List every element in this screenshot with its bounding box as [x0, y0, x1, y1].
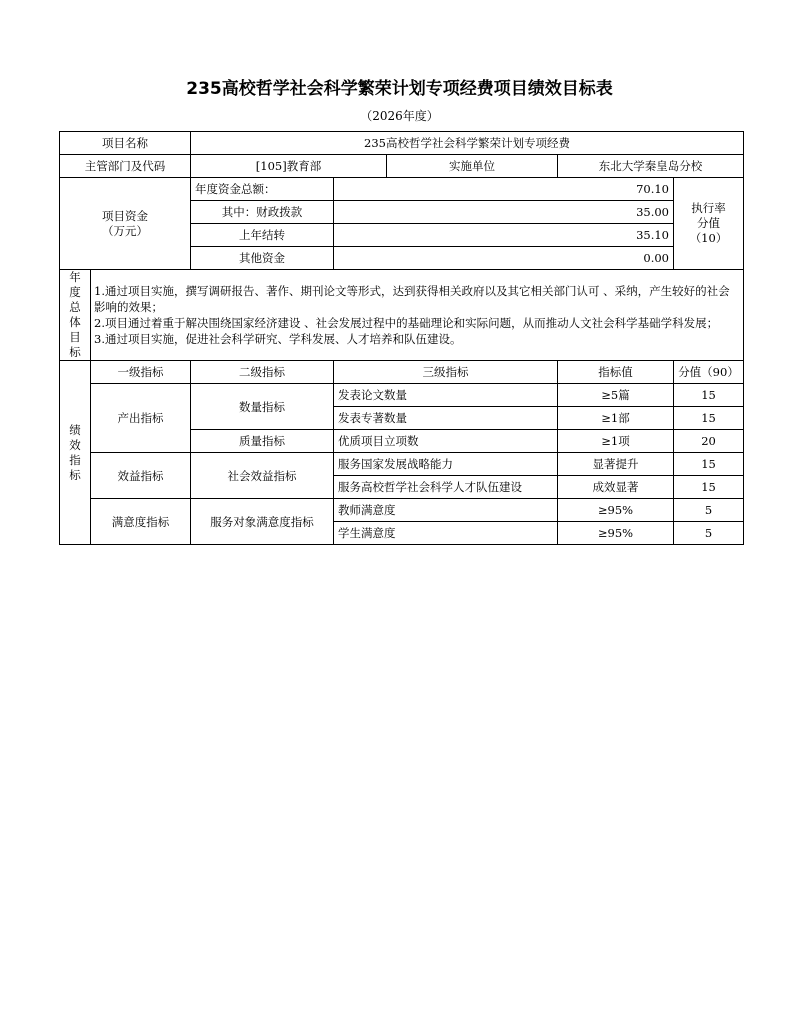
funds-label-line2: （万元） — [102, 223, 148, 238]
funds-total-value: 70.10 — [334, 178, 674, 201]
indicator-score: 15 — [674, 453, 744, 476]
perf-label-char: 效 — [69, 437, 81, 452]
indicator-value: 成效显著 — [558, 476, 674, 499]
header-level3: 三级指标 — [334, 361, 558, 384]
indicator-name: 教师满意度 — [334, 499, 558, 522]
goal-item: 2.项目通过着重于解决围绕国家经济建设 、社会发展过程中的基础理论和实际问题，从而推动人文社会科学基础学科发展； — [94, 316, 719, 330]
header-score: 分值（90） — [674, 361, 744, 384]
indicator-score: 20 — [674, 430, 744, 453]
performance-table — [59, 131, 744, 545]
indicator-score: 15 — [674, 476, 744, 499]
funds-fiscal-value: 35.00 — [334, 201, 674, 224]
indicator-name: 服务国家发展战略能力 — [334, 453, 558, 476]
indicator-value: ≥95% — [558, 522, 674, 545]
quantity-indicator: 数量指标 — [191, 384, 334, 430]
indicator-value: ≥95% — [558, 499, 674, 522]
output-indicator: 产出指标 — [91, 384, 191, 453]
indicator-score: 15 — [674, 407, 744, 430]
funds-carryover-label: 上年结转 — [191, 224, 334, 247]
indicator-value: 显著提升 — [558, 453, 674, 476]
goal-label-char: 体 — [69, 315, 81, 329]
funds-label-line1: 项目资金 — [102, 208, 148, 223]
dept-value: [105]教育部 — [191, 155, 387, 178]
indicator-value: ≥5篇 — [558, 384, 674, 407]
satisfaction-indicator: 满意度指标 — [91, 499, 191, 545]
exec-rate-line2: 分值 — [697, 216, 721, 230]
goal-item: 1.通过项目实施，撰写调研报告、著作、期刊论文等形式，达到获得相关政府以及其它相关部门认可 、采纳，产生较好的社会影响的效果； — [94, 284, 730, 314]
goal-label-char: 度 — [69, 285, 81, 299]
perf-label-char: 指 — [69, 452, 81, 467]
exec-rate-line1: 执行率 — [691, 201, 726, 215]
goal-label-char: 年 — [69, 270, 81, 284]
indicator-score: 5 — [674, 499, 744, 522]
perf-label — [60, 361, 91, 545]
funds-carryover-value: 35.10 — [334, 224, 674, 247]
header-level1: 一级指标 — [91, 361, 191, 384]
indicator-score: 5 — [674, 522, 744, 545]
page-title: 235高校哲学社会科学繁荣计划专项经费项目绩效目标表 — [186, 79, 613, 99]
indicator-name: 服务高校哲学社会科学人才队伍建设 — [334, 476, 558, 499]
exec-rate-line3: （10） — [689, 231, 728, 245]
dept-label: 主管部门及代码 — [60, 155, 191, 178]
social-benefit-indicator: 社会效益指标 — [191, 453, 334, 499]
goal-content — [91, 270, 744, 361]
indicator-name: 发表专著数量 — [334, 407, 558, 430]
funds-other-value: 0.00 — [334, 247, 674, 270]
benefit-indicator: 效益指标 — [91, 453, 191, 499]
funds-fiscal-label: 其中：财政拨款 — [191, 201, 334, 224]
goal-label-char: 标 — [69, 345, 81, 359]
funds-label — [60, 178, 191, 270]
quality-indicator: 质量指标 — [191, 430, 334, 453]
indicator-score: 15 — [674, 384, 744, 407]
service-satisfaction-indicator: 服务对象满意度指标 — [191, 499, 334, 545]
goal-label-char: 总 — [69, 300, 81, 314]
year-label: （2026年度） — [360, 109, 439, 123]
impl-label: 实施单位 — [387, 155, 558, 178]
goal-label — [60, 270, 91, 361]
header-level2: 二级指标 — [191, 361, 334, 384]
perf-label-char: 标 — [69, 467, 81, 482]
indicator-value: ≥1部 — [558, 407, 674, 430]
goal-label-char: 目 — [69, 330, 81, 344]
perf-label-char: 绩 — [69, 422, 81, 437]
project-name-label: 项目名称 — [60, 132, 191, 155]
project-name-value: 235高校哲学社会科学繁荣计划专项经费 — [191, 132, 744, 155]
indicator-name: 学生满意度 — [334, 522, 558, 545]
goal-item: 3.通过项目实施，促进社会科学研究、学科发展、人才培养和队伍建设。 — [94, 332, 462, 346]
header-value: 指标值 — [558, 361, 674, 384]
impl-value: 东北大学秦皇岛分校 — [558, 155, 744, 178]
indicator-value: ≥1项 — [558, 430, 674, 453]
funds-other-label: 其他资金 — [191, 247, 334, 270]
indicator-name: 发表论文数量 — [334, 384, 558, 407]
funds-total-label: 年度资金总额： — [191, 178, 334, 201]
indicator-name: 优质项目立项数 — [334, 430, 558, 453]
exec-rate-score — [674, 178, 744, 270]
